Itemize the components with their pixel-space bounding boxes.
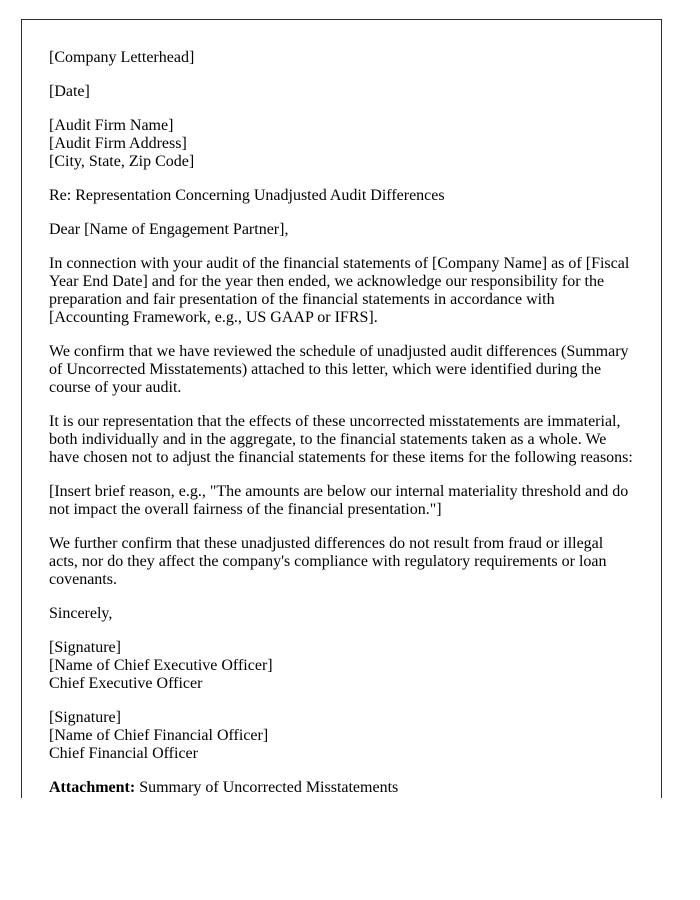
cfo-name-placeholder: [Name of Chief Financial Officer] [49,727,269,744]
reason-placeholder: [Insert brief reason, e.g., "The amounts are below our internal materiality threshold and do not impact the overall fairness of the financial presentation."] [49,483,629,518]
body-paragraph-no-fraud: We further confirm that these unadjusted differences do not result from fraud or illegal acts, nor do they affect the company's compliance with regulatory requirements or loan covenants. [49,535,607,588]
body-paragraph-responsibility: In connection with your audit of the financial statements of [Company Name] as of [Fiscal Year End Date] and for the year then ended, we acknowledge our responsibility for the preparation and fair presentation of the financial statements in accordance with [Accounting Framework, e.g., US GAAP or IFRS]. [49,255,630,326]
letter-document [21,19,662,798]
company-letterhead-placeholder: [Company Letterhead] [49,49,195,66]
salutation: Dear [Name of Engagement Partner], [49,221,289,238]
audit-firm-address-placeholder: [Audit Firm Address] [49,135,187,152]
body-paragraph-schedule-review: We confirm that we have reviewed the schedule of unadjusted audit differences (Summary of Uncorrected Misstatements) attached to this letter, which were identified during the course of your audit. [49,343,629,396]
ceo-signature-placeholder: [Signature] [49,639,121,656]
attachment-line [49,779,633,797]
attachment-label: Attachment: [49,779,136,796]
cfo-title: Chief Financial Officer [49,745,198,762]
date-placeholder: [Date] [49,83,90,100]
signature-block-cfo [49,709,633,763]
ceo-title: Chief Executive Officer [49,675,203,692]
body-paragraph-immateriality: It is our representation that the effects of these uncorrected misstatements are immaterial, both individually and in the aggregate, to the financial statements taken as a whole. We have chosen not to adjust the financial statements for these items for the following reasons: [49,413,633,466]
recipient-address-block [49,117,633,171]
audit-firm-city-state-zip-placeholder: [City, State, Zip Code] [49,153,195,170]
subject-line: Re: Representation Concerning Unadjusted Audit Differences [49,187,445,204]
ceo-name-placeholder: [Name of Chief Executive Officer] [49,657,273,674]
audit-firm-name-placeholder: [Audit Firm Name] [49,117,174,134]
signature-block-ceo [49,639,633,693]
cfo-signature-placeholder: [Signature] [49,709,121,726]
attachment-value: Summary of Uncorrected Misstatements [139,779,399,796]
closing: Sincerely, [49,605,113,622]
